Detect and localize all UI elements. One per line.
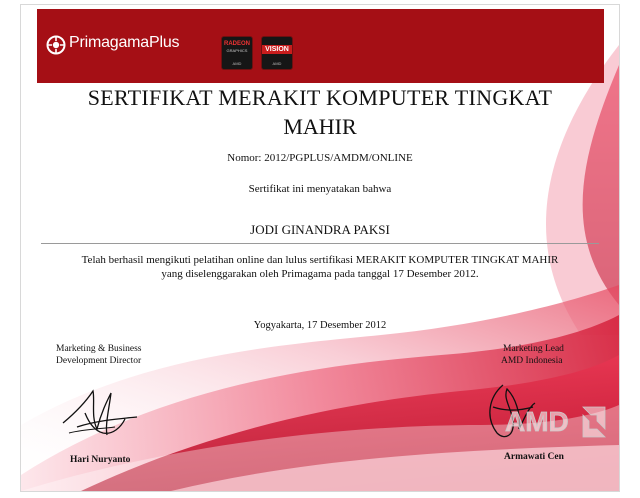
name-divider [41, 243, 599, 244]
description-line-1: Telah berhasil mengikuti pelatihan online dan lulus sertifikasi MERAKIT KOMPUTER TINGKAT MAHIR [81, 254, 559, 266]
certificate-title: SERTIFIKAT MERAKIT KOMPUTER TINGKAT [87, 85, 553, 110]
primagama-logo-icon [46, 35, 66, 55]
description-line-2: yang diselenggarakan oleh Primagama pada tanggal 17 Desember 2012. [161, 268, 479, 280]
certificate-title-level: MAHIR [283, 114, 357, 139]
left-signatory-role-2: Development Director [56, 356, 142, 366]
right-signatory-name: Armawati Cen [504, 452, 564, 462]
radeon-badge: RADEON GRAPHICS AMD [221, 36, 253, 70]
right-signatory-role-2: AMD Indonesia [501, 356, 563, 366]
amd-logo-icon [505, 403, 615, 439]
vision-badge: VISION AMD [261, 36, 293, 70]
left-signature-image [55, 383, 145, 445]
header-banner [37, 9, 604, 83]
right-signatory-role: Marketing Lead [503, 344, 564, 354]
left-signatory-name: Hari Nuryanto [70, 455, 131, 465]
recipient-name: JODI GINANDRA PAKSI [250, 222, 390, 237]
amd-watermark-text: AMD [505, 406, 569, 437]
certificate [20, 4, 620, 492]
left-signatory-role: Marketing & Business [56, 344, 142, 354]
certificate-statement: Sertifikat ini menyatakan bahwa [248, 183, 392, 195]
place-and-date: Yogyakarta, 17 Desember 2012 [253, 320, 387, 331]
certificate-number: Nomor: 2012/PGPLUS/AMDM/ONLINE [227, 152, 413, 164]
brand-name: PrimagamaPlus [69, 34, 180, 51]
